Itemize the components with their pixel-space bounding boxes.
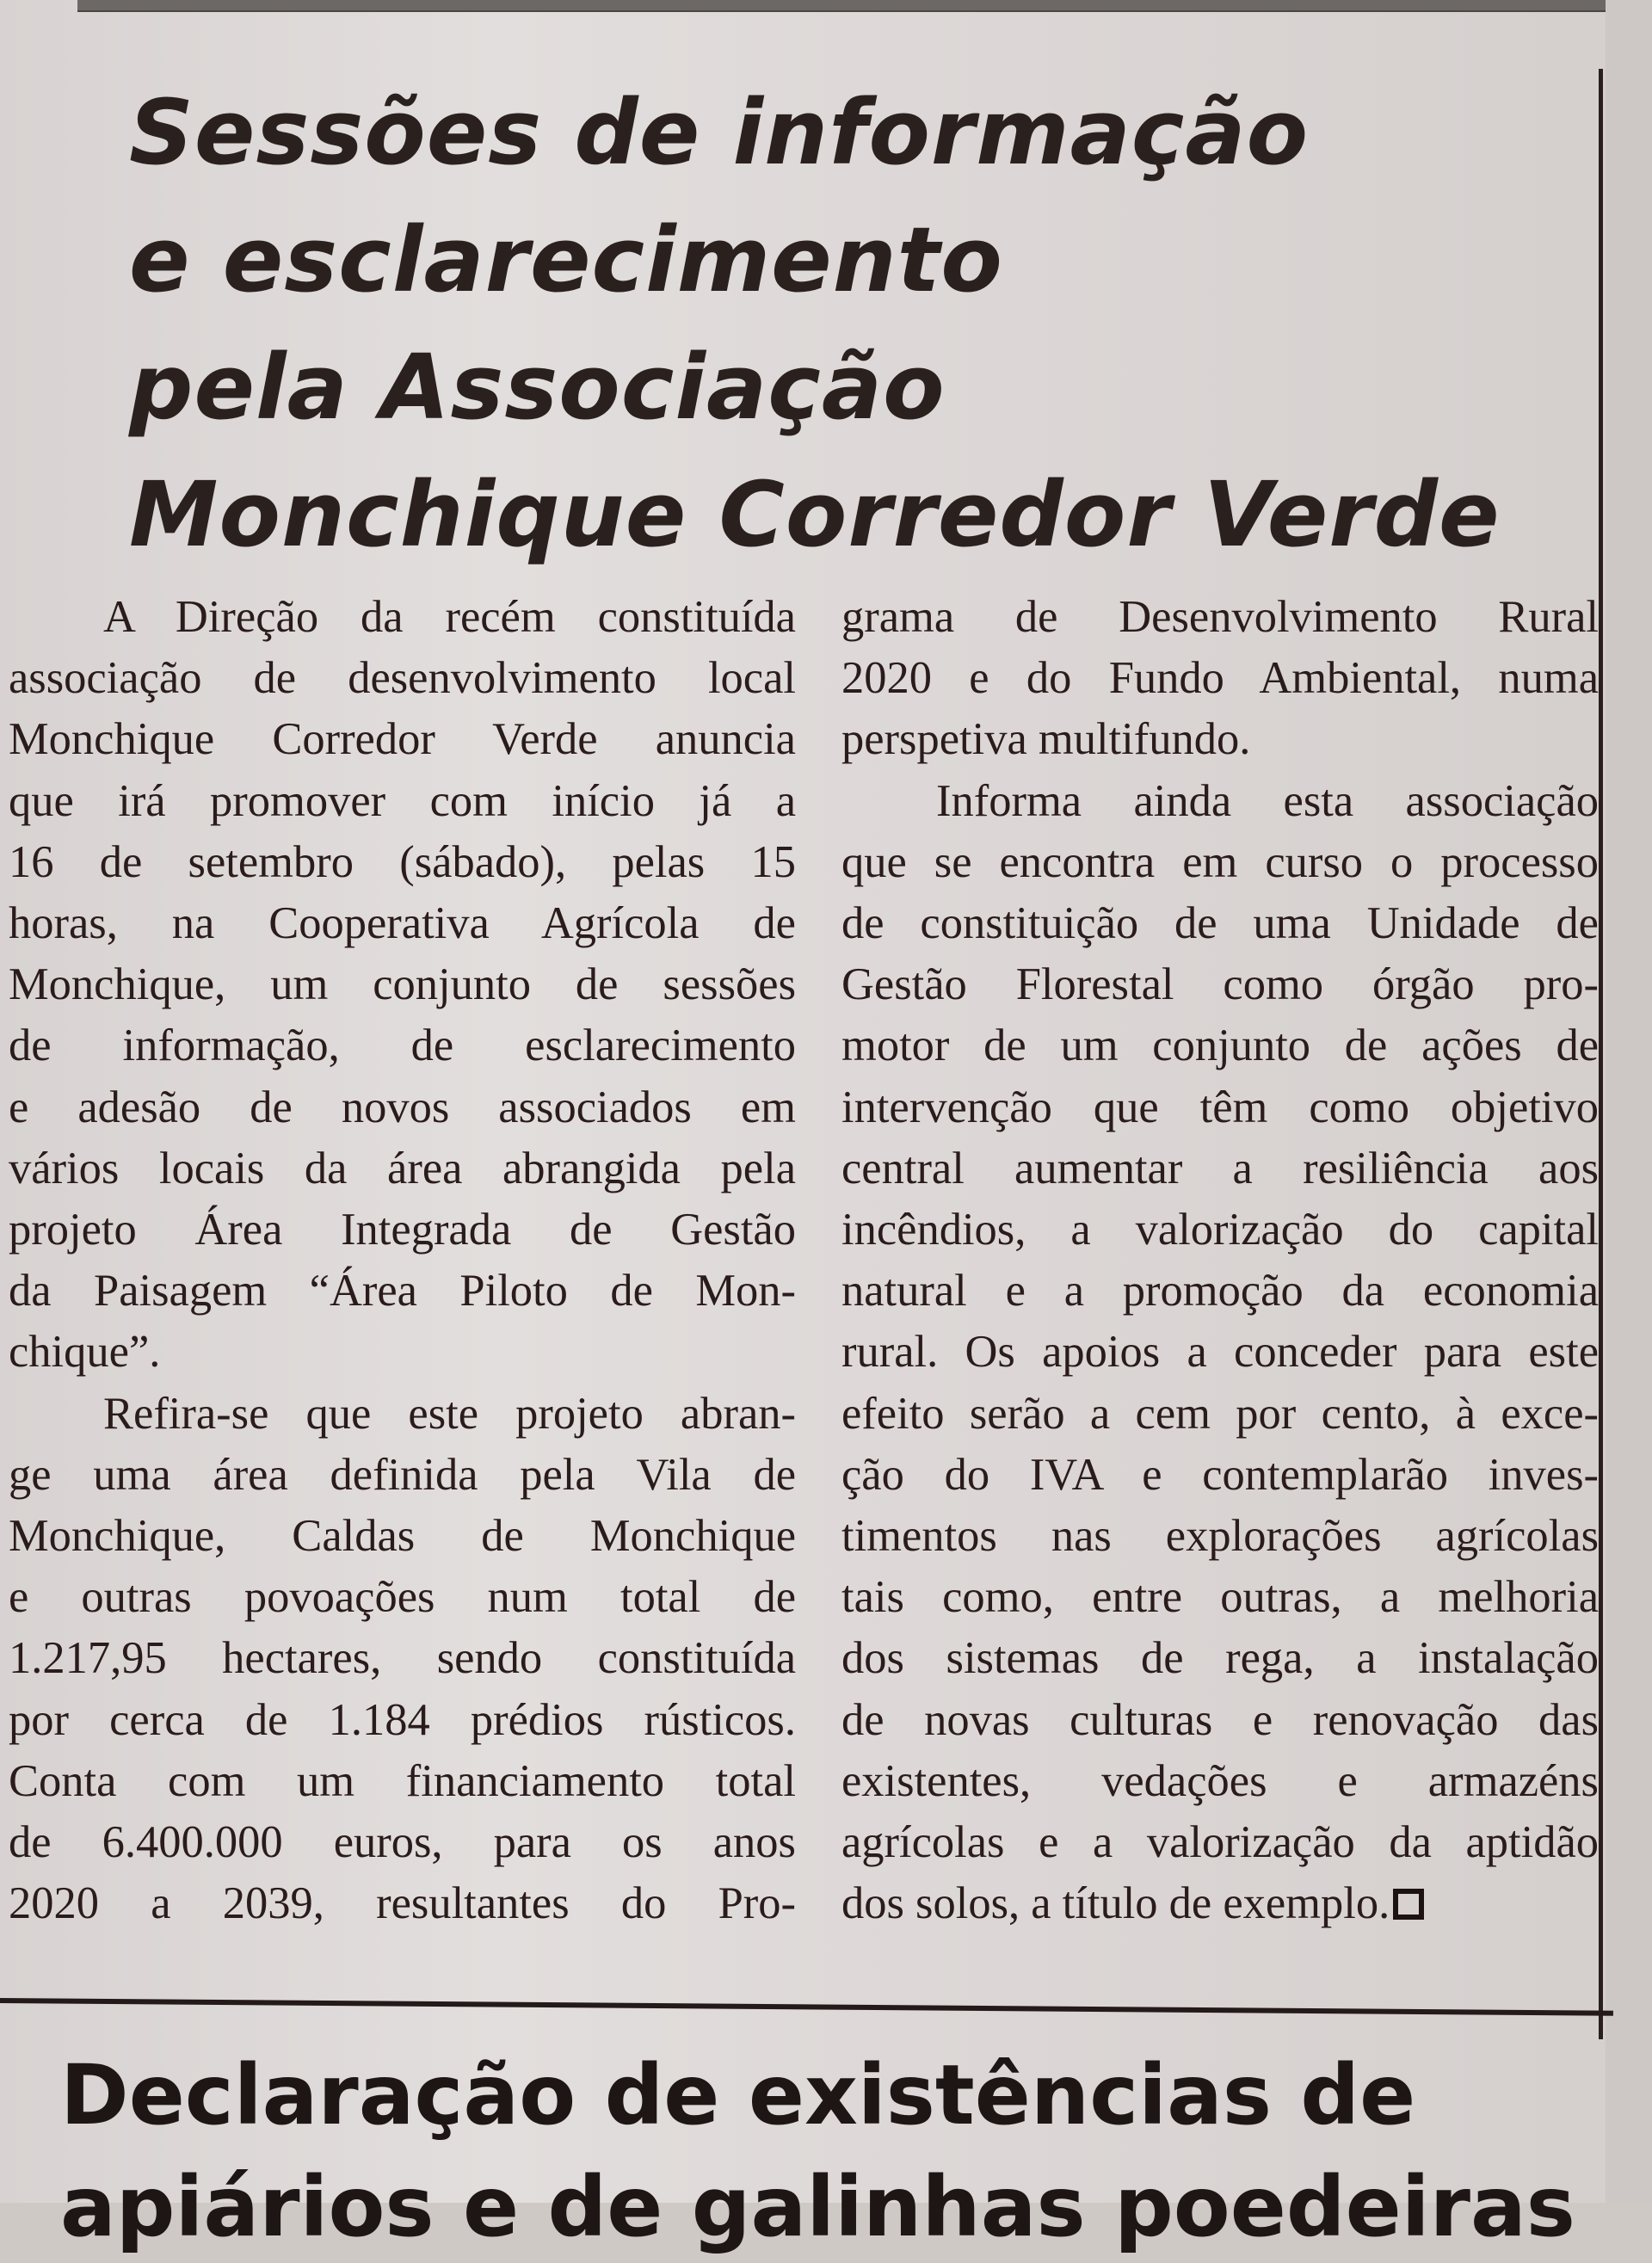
text-line: de informação, de esclarecimento — [9, 1021, 796, 1071]
article-column-right — [841, 587, 1599, 1934]
text-line: e adesão de novos associados em — [9, 1082, 796, 1132]
headline-line: e esclarecimento — [129, 207, 1003, 312]
end-of-article-square-icon — [1393, 1889, 1424, 1920]
text-line: motor de um conjunto de ações de — [841, 1021, 1599, 1071]
article-column-left — [9, 587, 796, 1934]
text-line: Gestão Florestal como órgão pro- — [841, 959, 1599, 1010]
text-line: 1.217,95 hectares, sendo constituída — [9, 1633, 796, 1684]
text-line-final — [841, 1873, 1599, 1934]
text-line: vários locais da área abrangida pela — [9, 1143, 796, 1193]
text-line: intervenção que têm como objetivo — [841, 1082, 1599, 1132]
top-border-band — [77, 0, 1652, 12]
next-headline-line: apiários e de galinhas poedeiras — [60, 2159, 1575, 2255]
text-line: timentos nas explorações agrícolas — [841, 1511, 1599, 1562]
text-line: tais como, entre outras, a melhoria — [841, 1572, 1599, 1623]
adjacent-column-margin — [1606, 0, 1652, 2203]
text-line: agrícolas e a valorização da aptidão — [841, 1817, 1599, 1868]
text-line: central aumentar a resiliência aos — [841, 1143, 1599, 1193]
text-line: Refira-se que este projeto abran- — [103, 1388, 796, 1439]
text-line: A Direção da recém constituída — [103, 592, 796, 642]
headline-line: Sessões de informação — [129, 80, 1310, 185]
text-line: existentes, vedações e armazéns — [841, 1755, 1599, 1806]
text-line: Monchique, um conjunto de sessões — [9, 959, 796, 1010]
text-line: Conta com um financiamento total — [9, 1755, 796, 1806]
text-line: ção do IVA e contemplarão inves- — [841, 1449, 1599, 1500]
text-line: 16 de setembro (sábado), pelas 15 — [9, 836, 796, 887]
text-line: e outras povoações num total de — [9, 1572, 796, 1623]
paragraph-1 — [9, 587, 796, 648]
paragraph-3 — [841, 771, 1599, 832]
text-line: Monchique Corredor Verde anuncia — [9, 714, 796, 765]
section-divider-rule — [0, 1998, 1613, 2016]
text-line: dos sistemas de rega, a instalação — [841, 1633, 1599, 1684]
text-line: projeto Área Integrada de Gestão — [9, 1205, 796, 1255]
text-line: horas, na Cooperativa Agrícola de — [9, 898, 796, 949]
text-line: chique”. — [9, 1327, 161, 1378]
headline-line: pela Associação — [129, 335, 946, 440]
text-line: de novas culturas e renovação das — [841, 1694, 1599, 1745]
text-line: grama de Desenvolvimento Rural — [841, 592, 1599, 642]
text-line: incêndios, a valorização do capital — [841, 1205, 1599, 1255]
text-line: perspetiva multifundo. — [841, 714, 1251, 765]
article-headline — [129, 69, 1592, 578]
column-divider-rule — [1599, 69, 1603, 2039]
text-line: de constituição de uma Unidade de — [841, 898, 1599, 949]
next-article-headline — [60, 2039, 1600, 2263]
text-line: por cerca de 1.184 prédios rústicos. — [9, 1694, 796, 1745]
text-line: natural e a promoção da economia — [841, 1266, 1599, 1316]
text-line: que irá promover com início já a — [9, 775, 796, 826]
paragraph-2 — [9, 1384, 796, 1445]
text-line: da Paisagem “Área Piloto de Mon- — [9, 1266, 796, 1316]
headline-line: Monchique Corredor Verde — [129, 462, 1501, 567]
next-headline-line: Declaração de existências de — [60, 2047, 1416, 2143]
text-line: que se encontra em curso o processo — [841, 836, 1599, 887]
text-line: ge uma área definida pela Vila de — [9, 1449, 796, 1500]
text-line: Monchique, Caldas de Monchique — [9, 1511, 796, 1562]
text-line: associação de desenvolvimento local — [9, 653, 796, 704]
text-line: rural. Os apoios a conceder para este — [841, 1327, 1599, 1378]
text-line: 2020 a 2039, resultantes do Pro- — [9, 1878, 796, 1929]
text-line: de 6.400.000 euros, para os anos — [9, 1817, 796, 1868]
text-line: 2020 e do Fundo Ambiental, numa — [841, 653, 1599, 704]
text-line: efeito serão a cem por cento, à exce- — [841, 1388, 1599, 1439]
final-line-text: dos solos, a título de exemplo. — [841, 1878, 1390, 1929]
text-line: Informa ainda esta associação — [936, 775, 1599, 826]
